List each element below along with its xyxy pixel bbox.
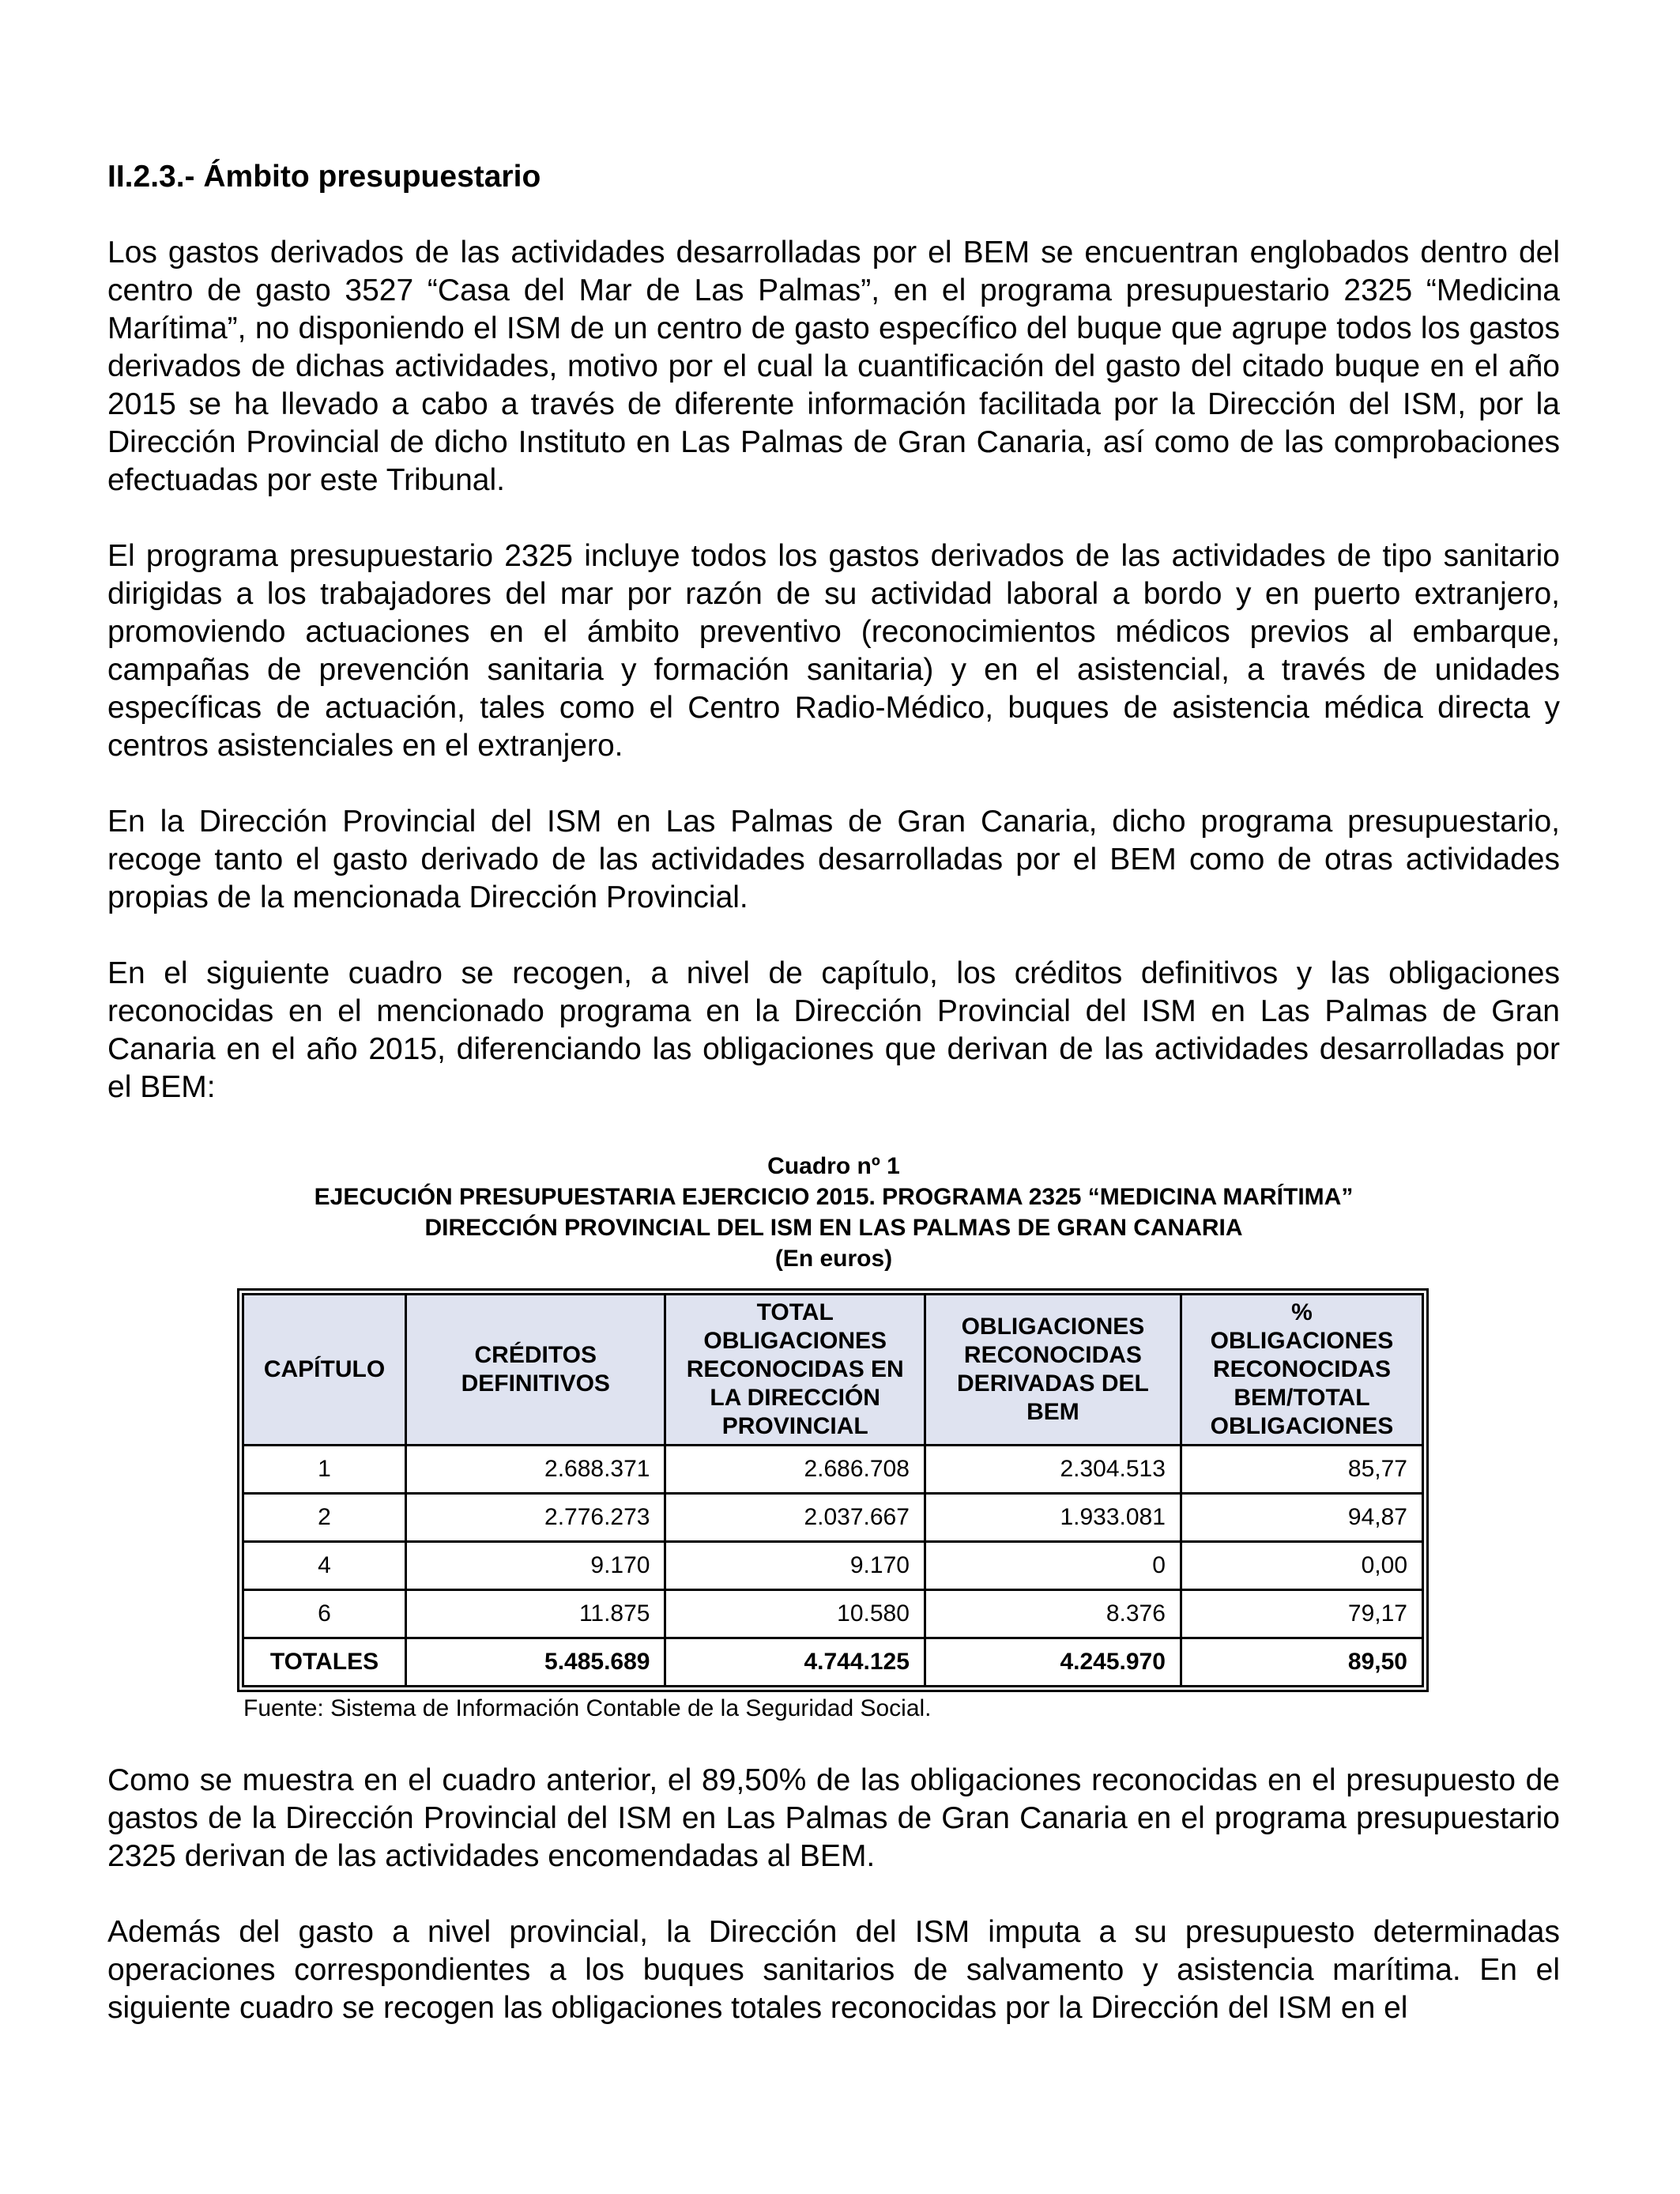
paragraph-6: Además del gasto a nivel provincial, la Dirección del ISM imputa a su presupuesto determinadas operaciones correspondientes a los buques sanitarios de salvamento y asistencia marítima. En el siguiente cuadro se recogen las obligaciones totales reconocidas por la Dirección del ISM en el	[107, 1915, 1560, 2025]
table-header-row	[243, 1295, 1423, 1446]
paragraph-2: El programa presupuestario 2325 incluye todos los gastos derivados de las actividades de tipo sanitario dirigidas a los trabajadores del mar por razón de su actividad laboral a bordo y en puerto extranjero, promoviendo actuaciones en el ámbito preventivo (reconocimientos médicos previos al embarque, campañas de prevención sanitaria y formación sanitaria) y en el asistencial, a través de unidades específicas de actuación, tales como el Centro Radio-Médico, buques de asistencia médica directa y centros asistenciales en el extranjero.	[107, 539, 1560, 763]
header-creditos-definitivos: CRÉDITOS DEFINITIVOS	[406, 1295, 665, 1446]
cell-creditos: 9.170	[406, 1542, 665, 1590]
table-caption-subtitle: DIRECCIÓN PROVINCIAL DEL ISM EN LAS PALMAS DE GRAN CANARIA	[424, 1215, 1243, 1241]
table-row	[243, 1446, 1423, 1494]
table-caption-title: EJECUCIÓN PRESUPUESTARIA EJERCICIO 2015. PROGRAMA 2325 “MEDICINA MARÍTIMA”	[314, 1184, 1354, 1210]
cell-obligaciones-bem: 2.304.513	[925, 1446, 1181, 1494]
cell-porcentaje: 79,17	[1181, 1590, 1422, 1638]
totals-porcentaje: 89,50	[1181, 1638, 1422, 1687]
table-block	[107, 1151, 1560, 1724]
table-row	[243, 1542, 1423, 1590]
cell-obligaciones-bem: 8.376	[925, 1590, 1181, 1638]
cell-capitulo: 6	[243, 1590, 406, 1638]
table-row	[243, 1590, 1423, 1638]
cell-capitulo: 1	[243, 1446, 406, 1494]
paragraph-4: En el siguiente cuadro se recogen, a nivel de capítulo, los créditos definitivos y las obligaciones reconocidas en el mencionado programa en la Dirección Provincial del ISM en Las Palmas de Gran Canaria en el año 2015, diferenciando las obligaciones que derivan de las actividades desarrolladas por el BEM:	[107, 956, 1560, 1104]
document-page	[107, 158, 1560, 2065]
cell-total-obligaciones: 10.580	[665, 1590, 925, 1638]
table-totals-row	[243, 1638, 1423, 1687]
cell-creditos: 2.688.371	[406, 1446, 665, 1494]
cell-capitulo: 4	[243, 1542, 406, 1590]
table-caption-units: (En euros)	[774, 1246, 893, 1272]
paragraph-1: Los gastos derivados de las actividades desarrolladas por el BEM se encuentran englobados dentro del centro de gasto 3527 “Casa del Mar de Las Palmas”, en el programa presupuestario 2325 “Medicina Marítima”, no disponiendo el ISM de un centro de gasto específico del buque que agrupe todos los gastos derivados de dichas actividades, motivo por el cual la cuantificación del gasto del citado buque en el año 2015 se ha llevado a cabo a través de diferente información facilitada por la Dirección del ISM, por la Dirección Provincial de dicho Instituto en Las Palmas de Gran Canaria, así como de las comprobaciones efectuadas por este Tribunal.	[107, 236, 1560, 497]
cell-total-obligaciones: 2.686.708	[665, 1446, 925, 1494]
table-source-note: Fuente: Sistema de Información Contable de la Seguridad Social.	[243, 1695, 932, 1721]
table-caption-number: Cuadro nº 1	[767, 1153, 900, 1179]
cell-porcentaje: 0,00	[1181, 1542, 1422, 1590]
cell-capitulo: 2	[243, 1494, 406, 1542]
totals-total-obligaciones: 4.744.125	[665, 1638, 925, 1687]
paragraph-5: Como se muestra en el cuadro anterior, el 89,50% de las obligaciones reconocidas en el presupuesto de gastos de la Dirección Provincial del ISM en Las Palmas de Gran Canaria en el programa presupuestario 2325 derivan de las actividades encomendadas al BEM.	[107, 1763, 1560, 1873]
cell-total-obligaciones: 2.037.667	[665, 1494, 925, 1542]
header-porcentaje: % OBLIGACIONES RECONOCIDAS BEM/TOTAL OBLIGACIONES	[1181, 1295, 1422, 1446]
section-title: II.2.3.- Ámbito presupuestario	[107, 160, 541, 194]
cell-creditos: 11.875	[406, 1590, 665, 1638]
cell-porcentaje: 85,77	[1181, 1446, 1422, 1494]
totals-obligaciones-bem: 4.245.970	[925, 1638, 1181, 1687]
cell-obligaciones-bem: 0	[925, 1542, 1181, 1590]
paragraphs-after	[107, 1762, 1560, 2027]
cell-porcentaje: 94,87	[1181, 1494, 1422, 1542]
table-frame	[237, 1288, 1429, 1692]
header-capitulo: CAPÍTULO	[243, 1295, 406, 1446]
table-row	[243, 1494, 1423, 1542]
paragraph-3: En la Dirección Provincial del ISM en Las Palmas de Gran Canaria, dicho programa presupuestario, recoge tanto el gasto derivado de las actividades desarrolladas por el BEM como de otras actividades propias de la mencionada Dirección Provincial.	[107, 805, 1560, 914]
header-total-obligaciones: TOTAL OBLIGACIONES RECONOCIDAS EN LA DIRECCIÓN PROVINCIAL	[665, 1295, 925, 1446]
budget-table	[242, 1293, 1424, 1687]
header-obligaciones-bem: OBLIGACIONES RECONOCIDAS DERIVADAS DEL BEM	[925, 1295, 1181, 1446]
cell-total-obligaciones: 9.170	[665, 1542, 925, 1590]
totals-creditos: 5.485.689	[406, 1638, 665, 1687]
cell-obligaciones-bem: 1.933.081	[925, 1494, 1181, 1542]
cell-creditos: 2.776.273	[406, 1494, 665, 1542]
totals-label: TOTALES	[243, 1638, 406, 1687]
